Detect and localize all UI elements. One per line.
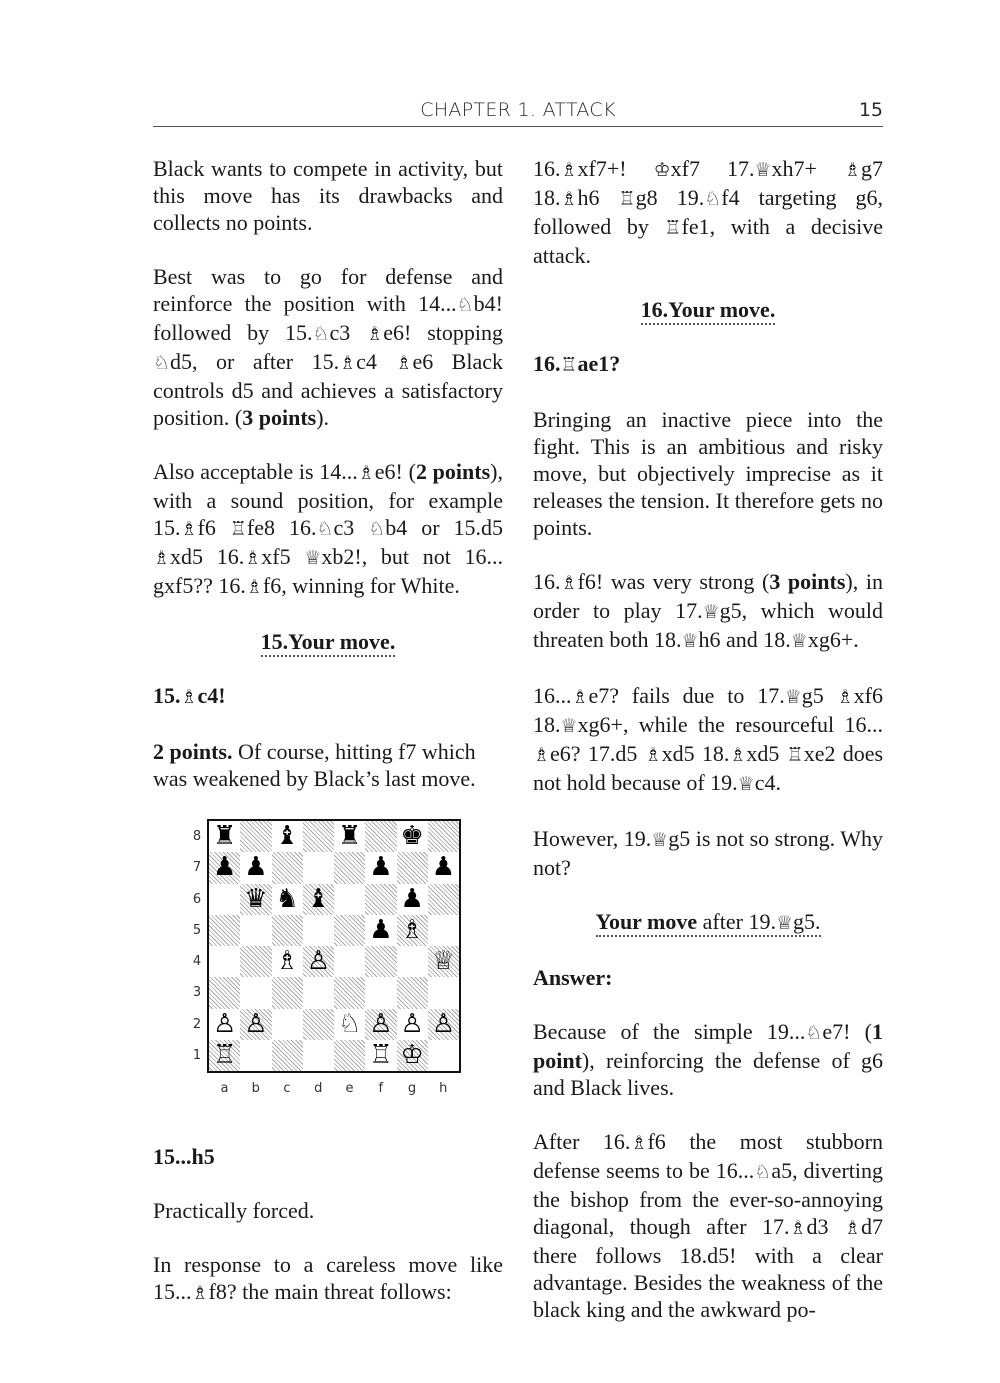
- queen-icon: ♕: [702, 601, 720, 623]
- black-pawn-icon: ♟: [431, 852, 456, 883]
- black-pawn-icon: ♟: [369, 914, 393, 945]
- white-pawn-icon: ♙: [212, 1008, 237, 1039]
- board-square-h1: [428, 1040, 459, 1071]
- board-square-g4: [397, 946, 428, 977]
- paragraph: Bringing an inactive piece into the fight. This is an ambitious and risky move, but objectively imprecise as it releases the tension. It therefore gets no points.: [533, 407, 883, 540]
- paragraph: [153, 458, 503, 601]
- text: d3: [806, 1214, 844, 1239]
- text: 16.: [533, 156, 561, 181]
- text: xf7+!: [577, 156, 654, 181]
- board-square-d3: [303, 977, 334, 1008]
- queen-icon: ♕: [790, 630, 808, 652]
- knight-icon: ♘: [805, 1022, 823, 1044]
- file-label: a: [220, 1081, 229, 1096]
- board-square-d7: [303, 852, 334, 883]
- text: e7? fails due to 17.: [588, 683, 785, 708]
- queen-icon: ♕: [775, 912, 793, 934]
- board-square-f3: [365, 977, 396, 1008]
- text: In response to a careless move like 15...: [153, 1252, 503, 1304]
- bishop-icon: ♗: [560, 159, 578, 181]
- rook-icon: ♖: [664, 217, 682, 239]
- bishop-icon: ♗: [153, 547, 171, 569]
- your-move-label: [596, 909, 821, 937]
- text: After 16.: [533, 1129, 631, 1154]
- knight-icon: ♘: [316, 518, 334, 540]
- your-move-label: 16.Your move.: [641, 297, 776, 325]
- board-square-e4: [334, 946, 365, 977]
- white-rook-icon: ♖: [369, 1039, 393, 1070]
- black-bishop-icon: ♝: [275, 821, 299, 851]
- text: f6! was very strong (: [577, 569, 770, 594]
- text: xg6+.: [807, 627, 859, 652]
- chess-diagram: [153, 819, 503, 1119]
- points-text: 3 points: [769, 569, 846, 594]
- white-pawn-icon: ♙: [369, 1008, 393, 1039]
- black-rook-icon: ♜: [337, 821, 362, 851]
- your-move-heading: [533, 296, 883, 323]
- queen-icon: ♕: [784, 686, 802, 708]
- bishop-icon: ♗: [843, 1217, 861, 1239]
- text: d5, or after 15.: [170, 349, 340, 374]
- board-square-b4: [240, 946, 271, 977]
- board-square-d2: [303, 1009, 334, 1040]
- paragraph: [153, 738, 503, 792]
- file-label: c: [283, 1081, 291, 1096]
- black-knight-icon: ♞: [275, 883, 299, 914]
- board-square-c2: [272, 1009, 303, 1040]
- text: Of course, hitting f7 which was weakened by Black’s last move.: [153, 739, 476, 791]
- rook-icon: ♖: [786, 744, 804, 766]
- left-column: [153, 155, 503, 1334]
- king-icon: ♔: [653, 159, 671, 181]
- rank-label: 6: [192, 891, 202, 907]
- black-bishop-icon: ♝: [306, 883, 331, 914]
- text: e6? 17.d5: [550, 741, 645, 766]
- move-heading: [533, 350, 883, 379]
- bishop-icon: ♗: [789, 1217, 807, 1239]
- white-queen-icon: ♕: [431, 946, 456, 976]
- text: xb2!, but not 16... gxf5?? 16.: [153, 544, 504, 598]
- board-square-h3: [428, 977, 459, 1008]
- knight-icon: ♘: [456, 294, 474, 316]
- knight-icon: ♘: [153, 352, 171, 374]
- knight-icon: ♘: [704, 188, 722, 210]
- rook-icon: ♖: [618, 188, 636, 210]
- text: e6! stopping: [383, 320, 503, 345]
- bishop-icon: ♗: [191, 1282, 209, 1304]
- text: xh7+: [771, 156, 844, 181]
- knight-icon: ♘: [368, 518, 386, 540]
- board-square-h5: [428, 915, 459, 946]
- black-pawn-icon: ♟: [212, 852, 237, 883]
- black-rook-icon: ♜: [212, 821, 237, 851]
- points-text: 1 point: [533, 1019, 883, 1073]
- page-number: 15: [858, 99, 883, 121]
- rook-icon: ♖: [560, 354, 578, 376]
- text: f6: [197, 515, 230, 540]
- board-square-c7: [272, 852, 303, 883]
- text: xf5: [261, 544, 305, 569]
- board-square-e7: [334, 852, 365, 883]
- file-label: d: [314, 1081, 323, 1096]
- white-knight-icon: ♘: [337, 1008, 362, 1039]
- bishop-icon: ♗: [395, 352, 413, 374]
- bishop-icon: ♗: [180, 686, 198, 708]
- text: h6 and 18.: [698, 627, 791, 652]
- board-square-d8: [303, 821, 334, 852]
- text: g8 19.: [635, 185, 705, 210]
- paragraph: [153, 263, 503, 431]
- your-move-heading: [153, 628, 503, 655]
- text: g5.: [793, 909, 821, 934]
- text: Also acceptable is 14...: [153, 459, 358, 484]
- paragraph: [533, 155, 883, 269]
- board-square-c5: [272, 915, 303, 946]
- bishop-icon: ♗: [366, 323, 384, 345]
- queen-icon: ♕: [681, 630, 699, 652]
- file-label: f: [378, 1081, 384, 1096]
- board-square-a3: [209, 977, 240, 1008]
- text: f8? the main threat follows:: [208, 1279, 452, 1304]
- text: d7 there follows 18.d5! with a clear advantage. Besides the weakness of the black king and the awkward po-: [533, 1214, 883, 1322]
- answer-label: Answer:: [533, 965, 613, 990]
- points-text: 3 points: [242, 405, 317, 430]
- board-square-f4: [365, 946, 396, 977]
- text: f6, winning for White.: [262, 573, 460, 598]
- text: h6: [577, 185, 619, 210]
- queen-icon: ♕: [737, 773, 755, 795]
- bishop-icon: ♗: [644, 744, 662, 766]
- board-square-c3: [272, 977, 303, 1008]
- text: ), with a sound position, for example 15.: [153, 459, 503, 540]
- text: g5, which would threaten both 18.: [533, 598, 884, 652]
- file-label: g: [407, 1081, 417, 1096]
- points-text: 2 points.: [153, 739, 233, 764]
- move-number: 16.: [533, 351, 561, 376]
- board-square-d1: [303, 1040, 334, 1071]
- text: 16...: [533, 683, 572, 708]
- paragraph: [533, 1018, 883, 1101]
- bishop-icon: ♗: [244, 547, 262, 569]
- knight-icon: ♘: [312, 323, 330, 345]
- move-number: 15.: [153, 683, 181, 708]
- text: xf6 18.: [533, 683, 883, 737]
- points-text: 2 points: [415, 459, 491, 484]
- chapter-title: CHAPTER 1. ATTACK: [420, 99, 616, 121]
- rank-label: 2: [192, 1016, 202, 1032]
- board-square-b3: [240, 977, 271, 1008]
- text: ).: [316, 405, 330, 430]
- paragraph: Practically forced.: [153, 1198, 315, 1223]
- move-heading: [153, 682, 503, 711]
- text: xe2 does not hold because of 19.: [533, 741, 884, 795]
- black-queen-icon: ♛: [244, 883, 268, 914]
- text: xd5 16.: [170, 544, 245, 569]
- rook-icon: ♖: [229, 518, 247, 540]
- white-pawn-icon: ♙: [431, 1008, 456, 1039]
- text: xg6+, while the resourceful 16...: [577, 712, 883, 737]
- white-king-icon: ♔: [400, 1039, 424, 1070]
- board-square-b1: [240, 1040, 271, 1071]
- rank-label: 3: [192, 985, 202, 1001]
- text: c3: [329, 320, 367, 345]
- move-text: c4!: [197, 683, 226, 708]
- white-bishop-icon: ♗: [275, 946, 299, 976]
- white-pawn-icon: ♙: [400, 1008, 424, 1039]
- text: g5 is not so strong. Why not?: [533, 826, 884, 880]
- queen-icon: ♕: [560, 715, 578, 737]
- board-square-b5: [240, 915, 271, 946]
- text: ), in order to play 17.: [533, 569, 883, 623]
- bishop-icon: ♗: [245, 576, 263, 598]
- rank-label: 1: [192, 1047, 202, 1063]
- text: b4 or 15.d5: [385, 515, 504, 540]
- board-square-e3: [334, 977, 365, 1008]
- running-header: [153, 96, 883, 127]
- bishop-icon: ♗: [339, 352, 357, 374]
- knight-icon: ♘: [754, 1161, 772, 1183]
- board-square-a4: [209, 946, 240, 977]
- rank-label: 5: [192, 922, 202, 938]
- text: g7 18.: [533, 156, 883, 210]
- text: c3: [333, 515, 369, 540]
- rank-label: 4: [192, 954, 202, 969]
- bishop-icon: ♗: [571, 686, 589, 708]
- text: fe1, with a decisive attack.: [533, 214, 883, 268]
- bishop-icon: ♗: [533, 744, 551, 766]
- right-column: [533, 155, 883, 1350]
- chess-board: [207, 819, 461, 1073]
- text: xd5: [746, 741, 787, 766]
- bishop-icon: ♗: [843, 159, 861, 181]
- text: e6! (: [374, 459, 416, 484]
- text: e6 Black controls d5 and achieves a satisfactory position. (: [153, 349, 503, 430]
- board-square-g7: [397, 852, 428, 883]
- text: However, 19.: [533, 826, 652, 851]
- board-square-b8: [240, 821, 271, 852]
- board-square-e5: [334, 915, 365, 946]
- paragraph: [533, 568, 883, 655]
- file-label: b: [251, 1081, 260, 1096]
- paragraph: [153, 1251, 503, 1307]
- black-king-icon: ♚: [400, 821, 424, 851]
- queen-icon: ♕: [754, 159, 772, 181]
- board-square-c1: [272, 1040, 303, 1071]
- text: fe8 16.: [246, 515, 317, 540]
- bishop-icon: ♗: [357, 462, 375, 484]
- bishop-icon: ♗: [729, 744, 747, 766]
- paragraph: Black wants to compete in activity, but this move has its drawbacks and collects no points.: [153, 156, 503, 235]
- white-bishop-icon: ♗: [400, 914, 424, 945]
- bishop-icon: ♗: [180, 518, 198, 540]
- text: g5: [801, 683, 837, 708]
- paragraph: [533, 1128, 883, 1323]
- text: a5, diverting the bishop from the ever-so-annoying diagonal, though after 17.: [533, 1158, 883, 1239]
- bishop-icon: ♗: [560, 188, 578, 210]
- text: xf7 17.: [670, 156, 755, 181]
- board-square-g3: [397, 977, 428, 1008]
- text: c4: [356, 349, 396, 374]
- bishop-icon: ♗: [560, 572, 578, 594]
- board-square-e1: [334, 1040, 365, 1071]
- board-square-d5: [303, 915, 334, 946]
- text: f6 the most stubborn defense seems to be 16...: [533, 1129, 883, 1183]
- black-pawn-icon: ♟: [369, 852, 393, 883]
- text: f4 targeting g6, followed by: [533, 185, 884, 239]
- your-move-bold: Your move: [595, 909, 698, 934]
- text: 16.: [533, 569, 561, 594]
- text: xd5 18.: [661, 741, 730, 766]
- board-square-h8: [428, 821, 459, 852]
- move-heading: 15...h5: [153, 1144, 215, 1169]
- your-move-label: 15.Your move.: [261, 629, 396, 657]
- your-move-heading: [533, 908, 883, 937]
- board-square-e6: [334, 884, 365, 915]
- queen-icon: ♕: [651, 829, 669, 851]
- black-pawn-icon: ♟: [400, 883, 424, 914]
- board-square-a6: [209, 884, 240, 915]
- bishop-icon: ♗: [836, 686, 854, 708]
- board-square-h6: [428, 884, 459, 915]
- text: Because of the simple 19...: [533, 1019, 806, 1044]
- move-text: ae1?: [577, 351, 621, 376]
- file-label: e: [345, 1081, 354, 1096]
- text: b4! followed by 15.: [153, 291, 503, 345]
- file-label: h: [439, 1081, 448, 1096]
- white-pawn-icon: ♙: [306, 946, 331, 976]
- rank-label: 8: [192, 829, 202, 844]
- queen-icon: ♕: [304, 547, 322, 569]
- text: Best was to go for defense and reinforce the position with 14...: [153, 264, 503, 316]
- text: after 19.: [697, 909, 776, 934]
- text: ), reinforcing the defense of g6 and Black lives.: [533, 1048, 883, 1100]
- board-square-f8: [365, 821, 396, 852]
- black-pawn-icon: ♟: [244, 852, 268, 883]
- board-square-f6: [365, 884, 396, 915]
- text: e7! (: [822, 1019, 872, 1044]
- board-square-a5: [209, 915, 240, 946]
- rank-label: 7: [192, 860, 202, 876]
- white-pawn-icon: ♙: [244, 1008, 268, 1039]
- text: c4.: [754, 770, 781, 795]
- bishop-icon: ♗: [630, 1132, 648, 1154]
- white-rook-icon: ♖: [212, 1039, 237, 1070]
- paragraph: [533, 682, 883, 798]
- paragraph: [533, 825, 883, 881]
